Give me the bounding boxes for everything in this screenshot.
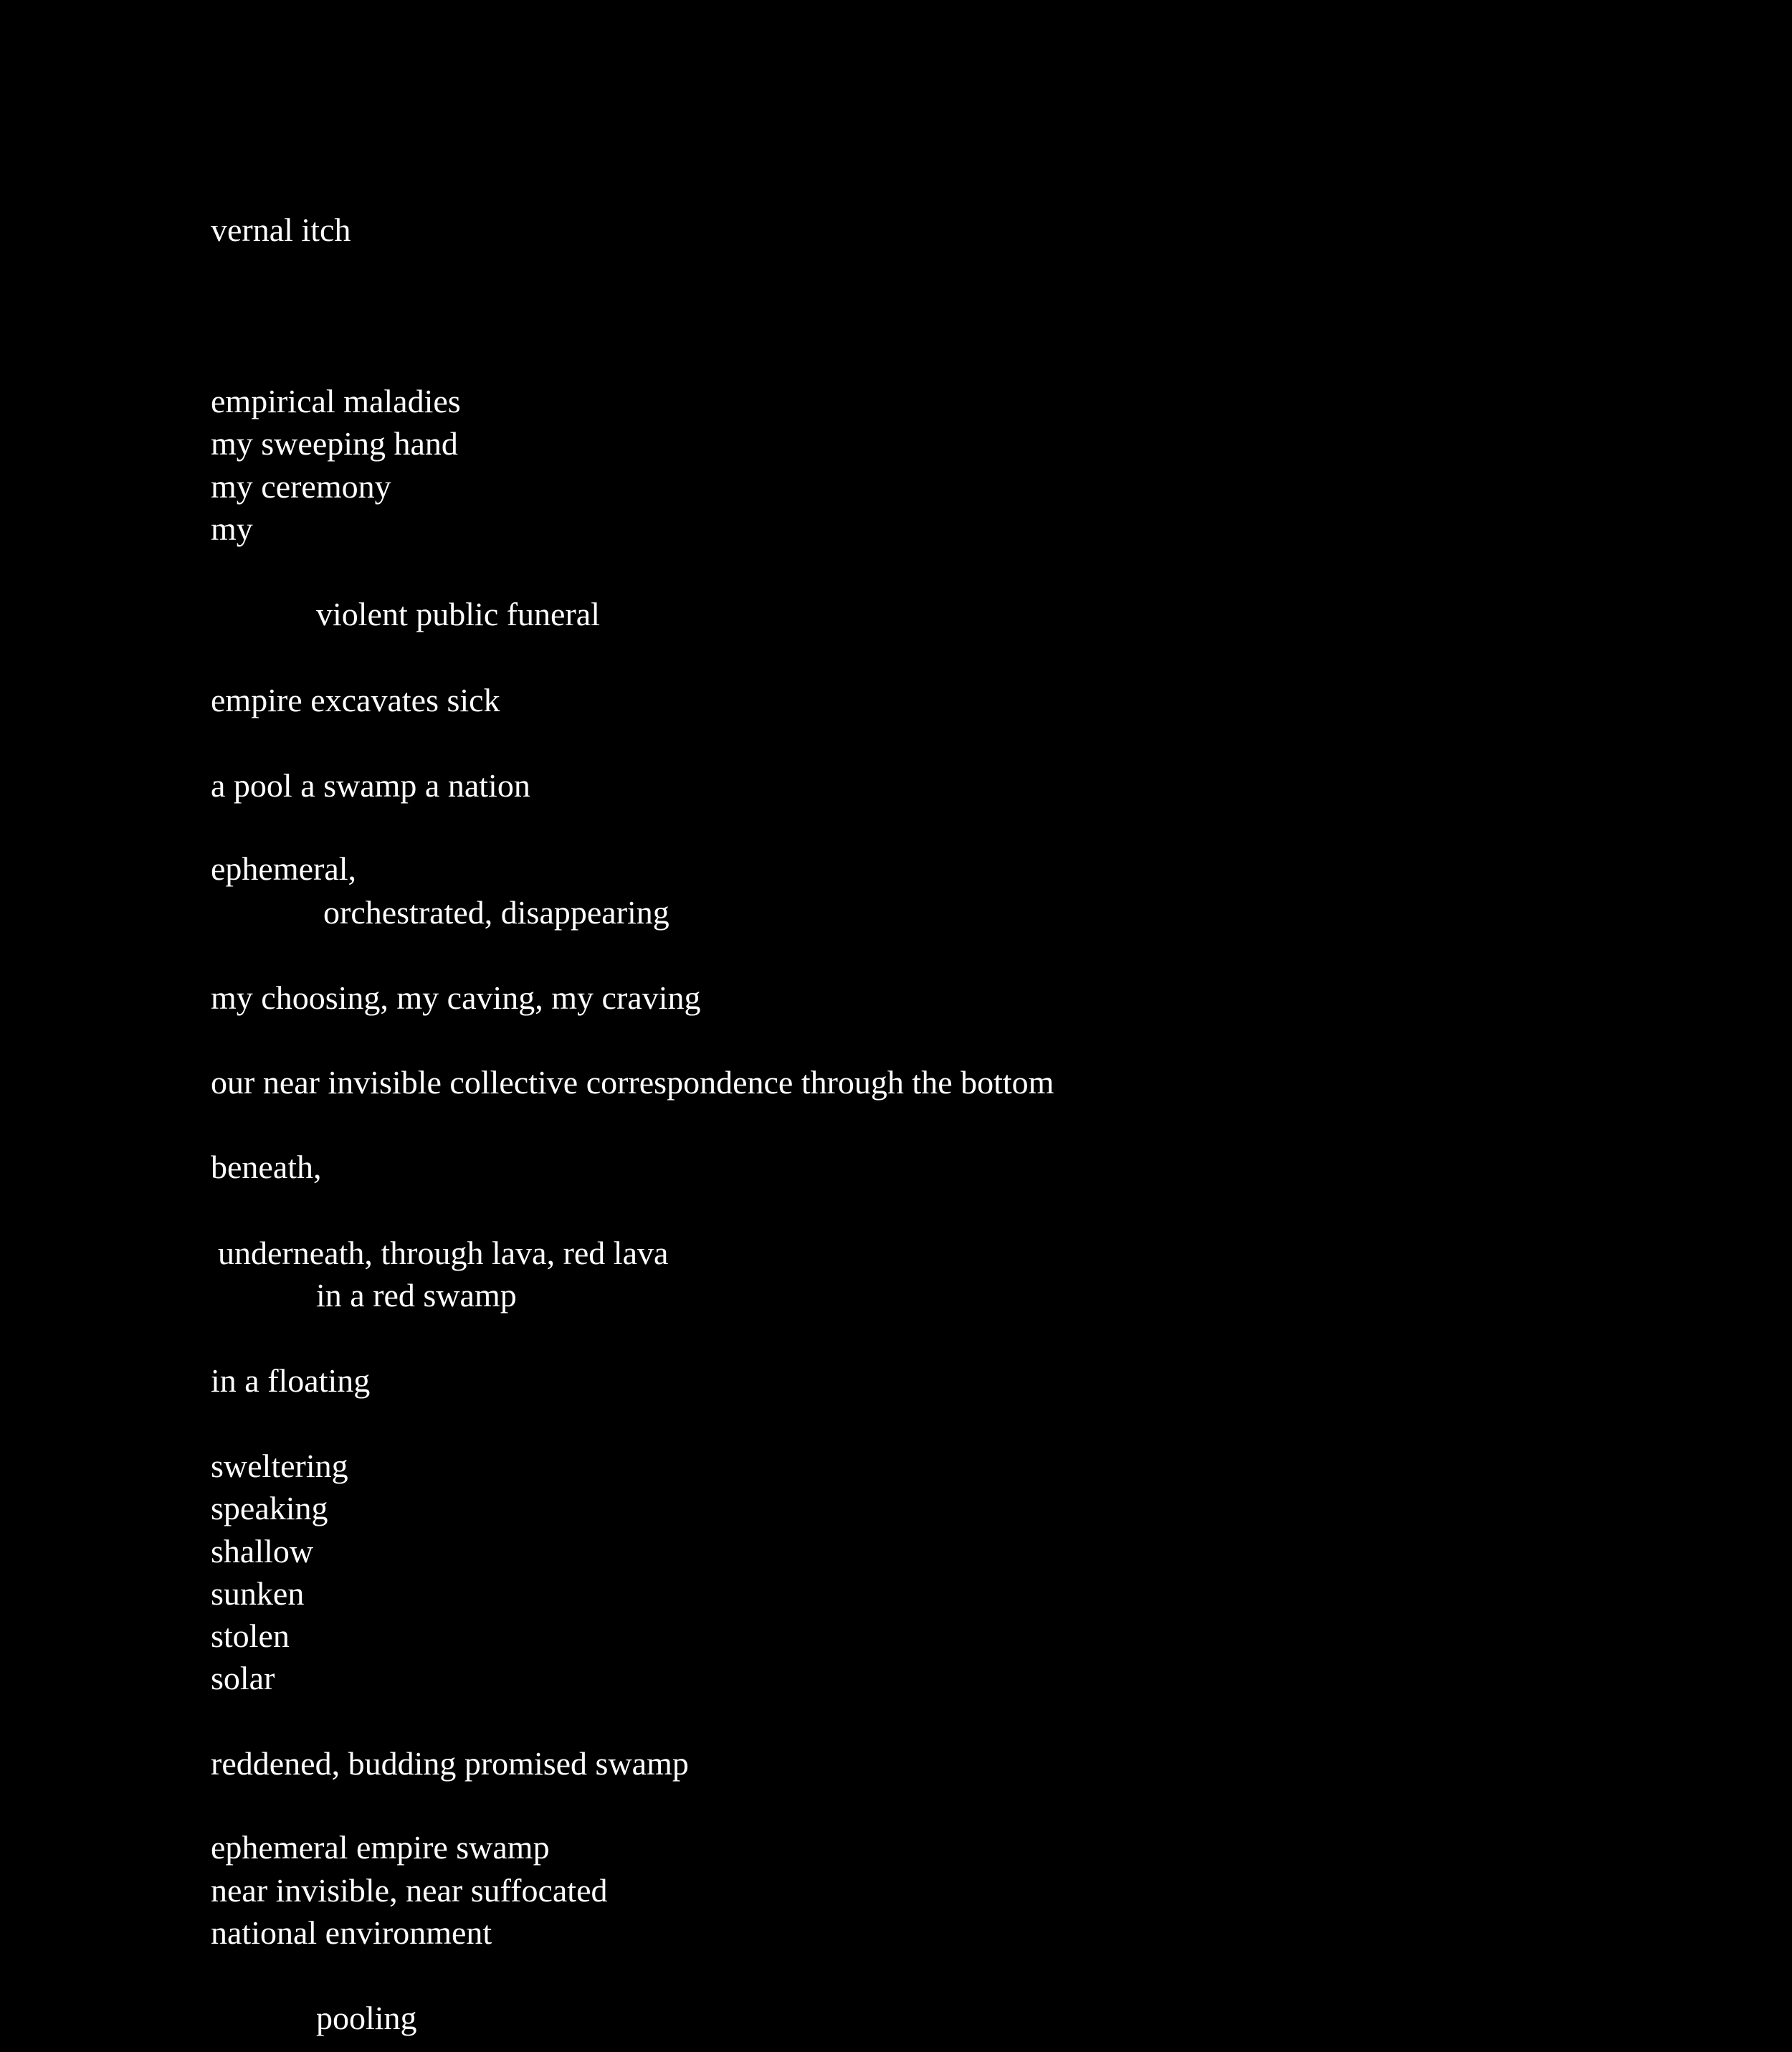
poem-line: my choosing, my caving, my craving: [211, 979, 701, 1016]
poem-line: my: [211, 510, 253, 547]
poem-line: near invisible, near suffocated: [211, 1872, 608, 1909]
poem-line: pooling: [316, 2000, 417, 2036]
poem-line: beneath,: [211, 1149, 322, 1185]
poem-line: ephemeral empire swamp: [211, 1829, 550, 1866]
poem-line: reddened, budding promised swamp: [211, 1745, 689, 1782]
poem-line: in a floating: [211, 1362, 371, 1399]
poem-line: solar: [211, 1660, 275, 1696]
poem-line: empirical maladies: [211, 383, 461, 419]
poem-line: our near invisible collective correspondence through the bottom: [211, 1064, 1054, 1101]
poem-line: speaking: [211, 1490, 328, 1526]
poem-line: orchestrated, disappearing: [323, 894, 669, 931]
poem-line: my sweeping hand: [211, 425, 458, 462]
poem-line: in a red swamp: [316, 1277, 517, 1314]
poem-line: sunken: [211, 1575, 305, 1612]
poem-line: underneath, through lava, red lava: [218, 1235, 669, 1271]
poem-line: sweltering: [211, 1448, 348, 1484]
poem-line: a pool a swamp a nation: [211, 767, 530, 804]
poem-line: violent public funeral: [316, 596, 600, 632]
poem-line: my ceremony: [211, 468, 391, 505]
poem-line: national environment: [211, 1914, 492, 1951]
poem-line: empire excavates sick: [211, 682, 500, 718]
poem-title: vernal itch: [211, 212, 351, 248]
poem-line: stolen: [211, 1618, 290, 1654]
poem-line: shallow: [211, 1533, 314, 1569]
poem-line: ephemeral,: [211, 850, 357, 887]
